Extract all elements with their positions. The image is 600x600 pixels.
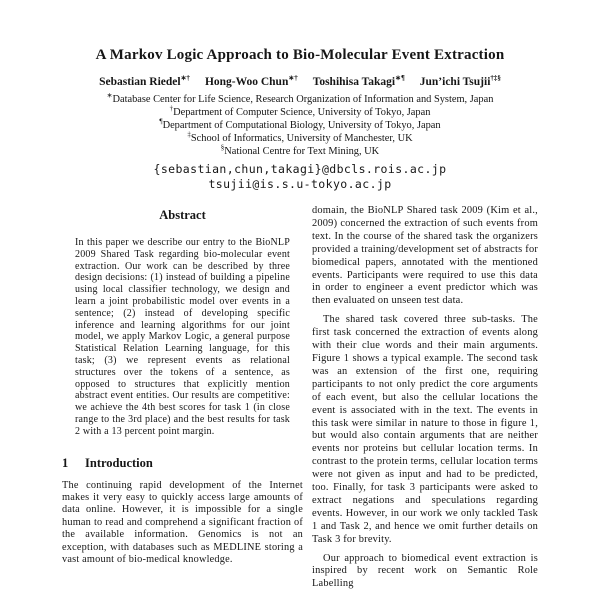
affiliation-line (0, 119, 600, 132)
introduction-paragraph: The continuing rapid development of the Internet makes it very easy to quickly access large amounts of data online. However, it is impossible for a single human to read and comprehend a significant fraction of the available information. Genomics is not an exception, with databases such as MEDLINE storing a vast amount of bio-medical knowledge. (62, 479, 303, 565)
affiliation-marker: ‡ (187, 130, 191, 139)
author-superscript: ∗† (288, 74, 298, 83)
body-paragraph: Our approach to biomedical event extraction is inspired by recent work on Semantic Role Labelling (312, 552, 538, 590)
affiliation-marker: ¶ (159, 117, 163, 126)
author-name: Sebastian Riedel (99, 76, 181, 88)
affiliation-text: Database Center for Life Science, Research Organization of Information and System, Japan (112, 94, 494, 105)
author-superscript: ∗¶ (395, 74, 405, 83)
email-line: {sebastian,chun,takagi}@dbcls.rois.ac.jp (153, 162, 447, 176)
affiliation-marker: † (169, 104, 174, 113)
author-name: Hong-Woo Chun (204, 76, 289, 88)
author (205, 76, 298, 88)
author-name: Jun’ichi Tsujii (419, 76, 491, 88)
paper-header (0, 0, 600, 192)
author-name: Toshihisa Takagi (312, 76, 396, 88)
body-paragraph: The shared task covered three sub-tasks. The first task concerned the extraction of events along with their clue words and their main arguments. Figure 1 shows a typical example. The second task was an extension of the first one, requiring participants to not only predict the core arguments of each event, but also the cellular locations the event is associated with in the text. The events in this task were similar in nature to those in figure 1, but would also contain arguments that are neither events nor proteins but cellular location terms. In contrast to the protein terms, cellular location terms were not given as input and had to be predicted, too. Finally, for task 3 participants were asked to extract negations and speculations regarding events. However, in our work we only tackled Task 1 and Task 2, and hence we omit further details on Task 3 for brevity. (312, 314, 538, 545)
author-superscript: ∗† (180, 74, 190, 83)
two-column-body (62, 203, 538, 591)
affiliation-block (0, 93, 600, 158)
affiliation-text: National Centre for Text Mining, UK (224, 146, 380, 157)
email-line: tsujii@is.s.u-tokyo.ac.jp (208, 177, 392, 191)
affiliation-marker: § (220, 143, 225, 152)
author-line (0, 76, 600, 88)
email-block (0, 162, 600, 192)
author-superscript: †‡§ (490, 74, 501, 83)
affiliation-line (0, 145, 600, 158)
affiliation-text: Department of Computational Biology, University of Tokyo, Japan (162, 120, 441, 131)
abstract-text: In this paper we describe our entry to the BioNLP 2009 Shared Task regarding bio-molecular event extraction. Our work can be described by three design decisions: (1) instead of building a pipeline using local classifier technology, we design and learn a joint probabilistic model over events in a sentence; (2) instead of developing specific inference and learning algorithms for our joint model, we apply Markov Logic, a general purpose Statistical Relation Learning language, for this task; (3) we represent events as relational structures over the tokens of a sentence, as opposed to structures that explicitly mention abstract event entities. Our results are competitive: we achieve the 4th best scores for task 1 (in close range to the 3rd place) and the best results for task 2 with a 13 percent point margin. (75, 237, 290, 437)
affiliation-text: School of Informatics, University of Manchester, UK (190, 133, 413, 144)
right-column (312, 203, 538, 591)
left-column (62, 203, 303, 591)
paper-title: A Markov Logic Approach to Bio-Molecular Event Extraction (95, 47, 505, 63)
affiliation-marker: ∗ (106, 91, 113, 100)
affiliation-line (0, 106, 600, 119)
affiliation-text: Department of Computer Science, University of Tokyo, Japan (173, 107, 431, 118)
section-number: 1 (62, 455, 69, 470)
abstract-heading: Abstract (159, 208, 206, 222)
body-paragraph: domain, the BioNLP Shared task 2009 (Kim et al., 2009) concerned the extraction of such events from text. In the course of the shared task the organizers provided a training/development set of abstracts for biomedical papers, annotated with the mentioned events. Participants were required to use this data in order to engineer a event predictor which was then evaluated on unseen test data. (312, 205, 538, 307)
affiliation-line (0, 132, 600, 145)
section-heading-introduction (62, 456, 303, 471)
author (313, 76, 405, 88)
author (99, 76, 190, 88)
author (420, 76, 501, 88)
section-title: Introduction (85, 455, 153, 470)
affiliation-line (0, 93, 600, 106)
